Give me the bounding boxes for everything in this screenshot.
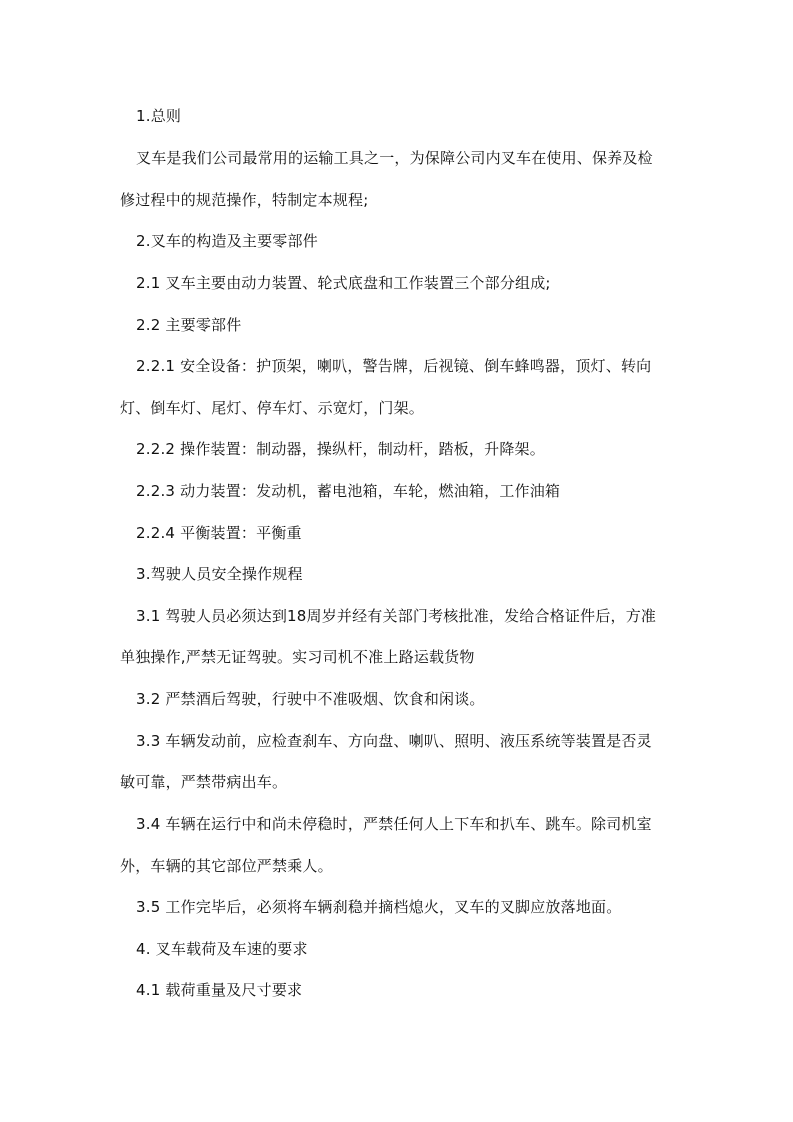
paragraph-2-1: 2.1 叉车主要由动力装置、轮式底盘和工作装置三个部分组成; bbox=[136, 274, 551, 292]
paragraph-3-3-line-1: 3.3 车辆发动前，应检查刹车、方向盘、喇叭、照明、液压系统等装置是否灵 bbox=[136, 732, 652, 750]
section-heading-load-speed: 4. 叉车载荷及车速的要求 bbox=[136, 940, 308, 958]
paragraph-3-4-line-2: 外，车辆的其它部位严禁乘人。 bbox=[120, 857, 333, 875]
paragraph-3-3-line-2: 敏可靠，严禁带病出车。 bbox=[120, 773, 288, 791]
paragraph-2-2-4: 2.2.4 平衡装置：平衡重 bbox=[136, 524, 302, 542]
paragraph-3-5: 3.5 工作完毕后，必须将车辆刹稳并摘档熄火，叉车的叉脚应放落地面。 bbox=[136, 898, 622, 916]
section-heading-structure: 2.叉车的构造及主要零部件 bbox=[136, 232, 318, 250]
paragraph-2-2-1-line-1: 2.2.1 安全设备：护顶架，喇叭，警告牌，后视镜、倒车蜂鸣器，顶灯、转向 bbox=[136, 357, 652, 375]
paragraph-2-2-1-line-2: 灯、倒车灯、尾灯、停车灯、示宽灯，门架。 bbox=[120, 399, 425, 417]
subheading-2-2: 2.2 主要零部件 bbox=[136, 316, 242, 334]
paragraph-3-1-line-2: 单独操作,严禁无证驾驶。实习司机不准上路运载货物 bbox=[120, 648, 475, 666]
paragraph-2-2-2: 2.2.2 操作装置：制动器，操纵杆，制动杆，踏板，升降架。 bbox=[136, 440, 545, 458]
paragraph-3-4-line-1: 3.4 车辆在运行中和尚未停稳时，严禁任何人上下车和扒车、跳车。除司机室 bbox=[136, 815, 652, 833]
paragraph-intro-line-2: 修过程中的规范操作，特制定本规程; bbox=[120, 191, 369, 209]
paragraph-3-2: 3.2 严禁酒后驾驶，行驶中不准吸烟、饮食和闲谈。 bbox=[136, 690, 485, 708]
section-heading-general: 1.总则 bbox=[136, 107, 182, 125]
subheading-4-1: 4.1 载荷重量及尺寸要求 bbox=[136, 981, 303, 999]
section-heading-driver-safety: 3.驾驶人员安全操作规程 bbox=[136, 565, 303, 583]
paragraph-intro-line-1: 叉车是我们公司最常用的运输工具之一，为保障公司内叉车在使用、保养及检 bbox=[136, 149, 653, 167]
paragraph-3-1-line-1: 3.1 驾驶人员必须达到18周岁并经有关部门考核批准，发给合格证件后，方准 bbox=[136, 607, 657, 625]
paragraph-2-2-3: 2.2.3 动力装置：发动机，蓄电池箱，车轮，燃油箱，工作油箱 bbox=[136, 482, 561, 500]
